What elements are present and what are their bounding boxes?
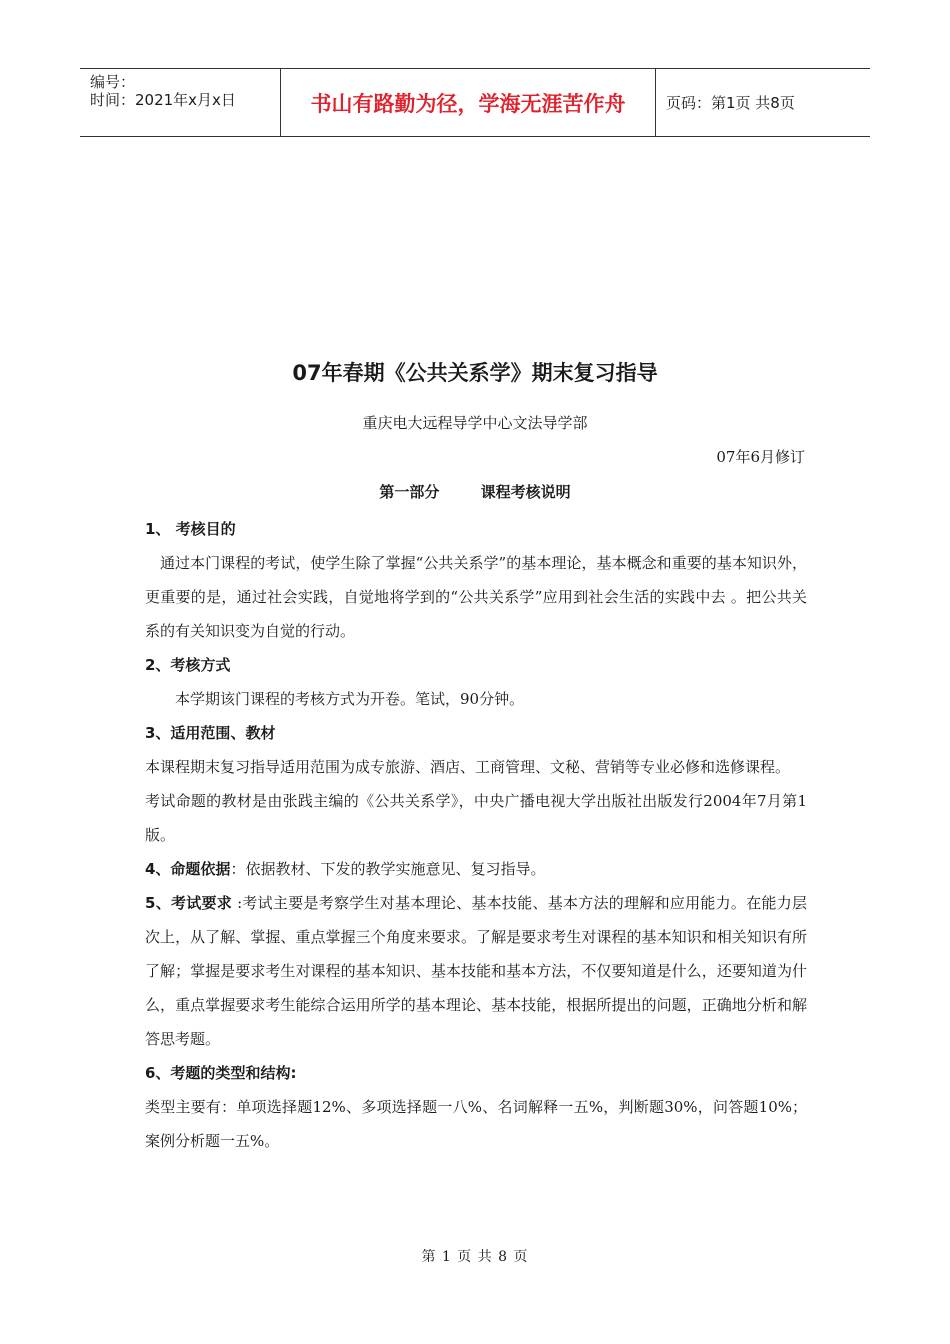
part-heading	[0, 481, 950, 502]
revision-date: 07年6月修订	[716, 448, 805, 466]
section-4-heading: 4、命题依据	[145, 860, 231, 878]
document-subtitle: 重庆电大远程导学中心文法导学部	[362, 414, 588, 432]
document-title: 07年春期《公共关系学》期末复习指导	[292, 361, 658, 385]
header-motto: 书山有路勤为径，学海无涯苦作舟	[280, 69, 656, 136]
section-3-body-1: 本课程期末复习指导适用范围为成专旅游、酒店、工商管理、文秘、营销等专业必修和选修课程。	[145, 758, 791, 776]
page-header	[80, 68, 870, 137]
header-time: 时间：2021年x月x日	[90, 91, 236, 109]
section-5-body: :考试主要是考察学生对基本理论、基本技能、基本方法的理解和应用能力。在能力层次上，从了解、掌握、重点掌握三个角度来要求。了解是要求考生对课程的基本知识和相关知识有所了解；掌握是要求考生对课程的基本知识、基本技能和基本方法，不仅要知道是什么，还要知道为什么，重点掌握要求考生能综合运用所学的基本理论、基本技能，根据所提出的问题，正确地分析和解答思考题。	[145, 894, 807, 1048]
section-3-heading: 3、适用范围、教材	[145, 724, 276, 742]
section-1-body: 通过本门课程的考试，使学生除了掌握“公共关系学”的基本理论，基本概念和重要的基本知识外，更重要的是，通过社会实践，自觉地将学到的“公共关系学”应用到社会生活的实践中去 。把公共关系的有关知识变为自觉的行动。	[145, 554, 807, 640]
header-page-info: 页码：第1页 共8页	[666, 94, 795, 112]
section-3-body-2: 考试命题的教材是由张践主编的《公共关系学》，中央广播电视大学出版社出版发行2004年7月第1版。	[145, 792, 807, 844]
header-number: 编号：	[90, 73, 136, 91]
section-5-heading: 5、考试要求	[145, 894, 233, 912]
document-body	[145, 512, 807, 1158]
section-6-heading: 6、考题的类型和结构:	[145, 1064, 297, 1082]
page-footer: 第 1 页 共 8 页	[421, 1249, 529, 1265]
section-5	[145, 886, 807, 1056]
section-2-body: 本学期该门课程的考核方式为开卷。笔试，90分钟。	[175, 690, 525, 708]
section-1-heading: 1、 考核目的	[145, 520, 236, 538]
section-6-body: 类型主要有：单项选择题12%、多项选择题一八%、名词解释一五%，判断题30%，问答题10%；案例分析题一五%。	[145, 1098, 807, 1150]
section-4	[145, 852, 807, 886]
section-4-body: ：依据教材、下发的教学实施意见、复习指导。	[230, 860, 546, 878]
part-number: 第一部分	[379, 483, 440, 501]
header-meta	[80, 69, 280, 136]
part-title: 课程考核说明	[480, 483, 571, 501]
section-2-heading: 2、考核方式	[145, 656, 231, 674]
